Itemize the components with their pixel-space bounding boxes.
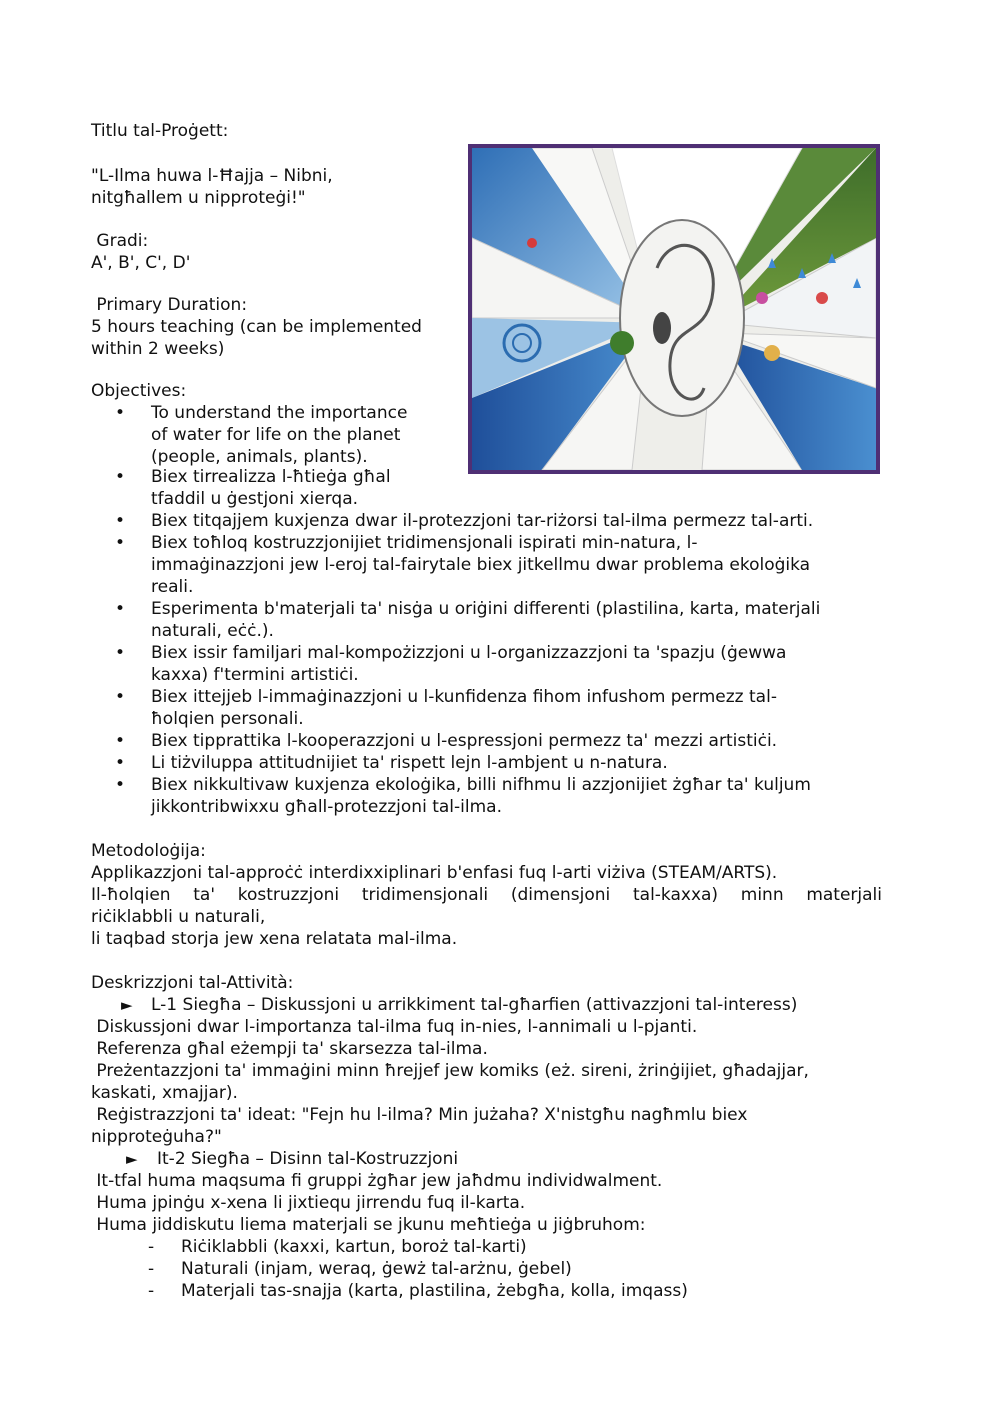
grades-label: Gradi: [91, 231, 149, 251]
objective-1-line-3: (people, animals, plants). [151, 447, 368, 467]
grades-value: A', B', C', D' [91, 253, 191, 273]
duration-line-1: 5 hours teaching (can be implemented [91, 317, 422, 337]
bullet-icon: • [115, 403, 126, 423]
stage-2-line-1: It-tfal huma maqsuma fi gruppi żgħar jew jaħdmu individwalment. [91, 1171, 663, 1191]
artwork-photo [468, 144, 880, 474]
dash-icon: - [148, 1237, 155, 1257]
objective-1-line-2: of water for life on the planet [151, 425, 401, 445]
stage-1-line-3: Preżentazzjoni ta' immaġini minn ħrejjef jew komiks (eż. sireni, żrinġijiet, għadajjar, [91, 1061, 809, 1081]
stage-2-line-3: Huma jiddiskutu liema materjali se jkunu meħtieġa u jiġbruhom: [91, 1215, 646, 1235]
methodology-line-1: Applikazzjoni tal-approċċ interdixxiplinari b'enfasi fuq l-arti viżiva (STEAM/ARTS). [91, 863, 778, 883]
objective-8-line-1: Biex tipprattika l-kooperazzjoni u l-espressjoni permezz ta' mezzi artistiċi. [151, 731, 778, 751]
objective-4-line-2: immaġinazzjoni jew l-eroj tal-fairytale biex jitkellmu dwar problema ekoloġika [151, 555, 811, 575]
objective-10-line-1: Biex nikkultivaw kuxjenza ekoloġika, billi nifhmu li azzjonijiet żgħar ta' kuljum [151, 775, 811, 795]
objective-4-line-1: Biex toħloq kostruzzjonijiet tridimensjonali ispirati min-natura, l- [151, 533, 698, 553]
stage-1-line-1: Diskussjoni dwar l-importanza tal-ilma fuq in-nies, l-annimali u l-pjanti. [91, 1017, 698, 1037]
objectives-label: Objectives: [91, 381, 187, 401]
objective-5-line-2: naturali, eċċ.). [151, 621, 274, 641]
triangle-bullet-icon: ► [126, 1150, 138, 1168]
bullet-icon: • [115, 731, 126, 751]
stage-1-title: L-1 Siegħa – Diskussjoni u arrikkiment tal-għarfien (attivazzjoni tal-interess) [151, 995, 798, 1015]
objective-6-line-1: Biex issir familjari mal-kompożizzjoni u l-organizzazzjoni ta 'spazju (ġewwa [151, 643, 787, 663]
bullet-icon: • [115, 533, 126, 553]
methodology-line-3: riċiklabbli u naturali, [91, 907, 266, 927]
bullet-icon: • [115, 599, 126, 619]
project-title-line-1: "L-Ilma huwa l-Ħajja – Nibni, [91, 166, 333, 186]
methodology-label: Metodoloġija: [91, 841, 206, 861]
objective-6-line-2: kaxxa) f'termini artistiċi. [151, 665, 359, 685]
methodology-line-4: li taqbad storja jew xena relatata mal-ilma. [91, 929, 458, 949]
objective-5-line-1: Esperimenta b'materjali ta' nisġa u oriġini differenti (plastilina, karta, materjali [151, 599, 821, 619]
duration-label: Primary Duration: [91, 295, 248, 315]
methodology-line-2: Il-ħolqien ta' kostruzzjoni tridimensjonali (dimensjoni tal-kaxxa) minn materjali [91, 885, 882, 905]
objective-4-line-3: reali. [151, 577, 194, 597]
dash-icon: - [148, 1259, 155, 1279]
objective-10-line-2: jikkontribwixxu għall-protezzjoni tal-ilma. [151, 797, 502, 817]
material-1: Riċiklabbli (kaxxi, kartun, boroż tal-karti) [181, 1237, 527, 1257]
objective-2-line-1: Biex tirrealizza l-ħtieġa għal [151, 467, 391, 487]
objective-9-line-1: Li tiżviluppa attitudnijiet ta' rispett lejn l-ambjent u n-natura. [151, 753, 668, 773]
bullet-icon: • [115, 643, 126, 663]
objective-7-line-1: Biex ittejjeb l-immaġinazzjoni u l-kunfidenza fihom infushom permezz tal- [151, 687, 777, 707]
material-2: Naturali (injam, weraq, ġewż tal-arżnu, ġebel) [181, 1259, 572, 1279]
stage-2-line-2: Huma jpinġu x-xena li jixtiequ jirrendu fuq il-karta. [91, 1193, 526, 1213]
stage-1-line-2: Referenza għal eżempji ta' skarsezza tal-ilma. [91, 1039, 488, 1059]
duration-line-2: within 2 weeks) [91, 339, 225, 359]
stage-1-line-5: Reġistrazzjoni ta' ideat: "Fejn hu l-ilma? Min jużaha? X'nistgħu nagħmlu biex [91, 1105, 748, 1125]
stage-1-line-4: kaskati, xmajjar). [91, 1083, 238, 1103]
artwork-illustration [472, 148, 876, 470]
activity-label: Deskrizzjoni tal-Attività: [91, 973, 294, 993]
bullet-icon: • [115, 687, 126, 707]
material-3: Materjali tas-snajja (karta, plastilina, żebgħa, kolla, imqass) [181, 1281, 688, 1301]
objective-2-line-2: tfaddil u ġestjoni xierqa. [151, 489, 359, 509]
objective-3-line-1: Biex titqajjem kuxjenza dwar il-protezzjoni tar-riżorsi tal-ilma permezz tal-arti. [151, 511, 814, 531]
bullet-icon: • [115, 467, 126, 487]
stage-2-title: It-2 Siegħa – Disinn tal-Kostruzzjoni [157, 1149, 459, 1169]
bullet-icon: • [115, 775, 126, 795]
objective-1-line-1: To understand the importance [151, 403, 408, 423]
triangle-bullet-icon: ► [121, 996, 133, 1014]
dash-icon: - [148, 1281, 155, 1301]
bullet-icon: • [115, 753, 126, 773]
bullet-icon: • [115, 511, 126, 531]
stage-1-line-6: nipproteġuha?" [91, 1127, 222, 1147]
project-title-line-2: nitgħallem u nipproteġi!" [91, 188, 306, 208]
objective-7-line-2: ħolqien personali. [151, 709, 304, 729]
project-title-label: Titlu tal-Proġett: [91, 121, 229, 141]
